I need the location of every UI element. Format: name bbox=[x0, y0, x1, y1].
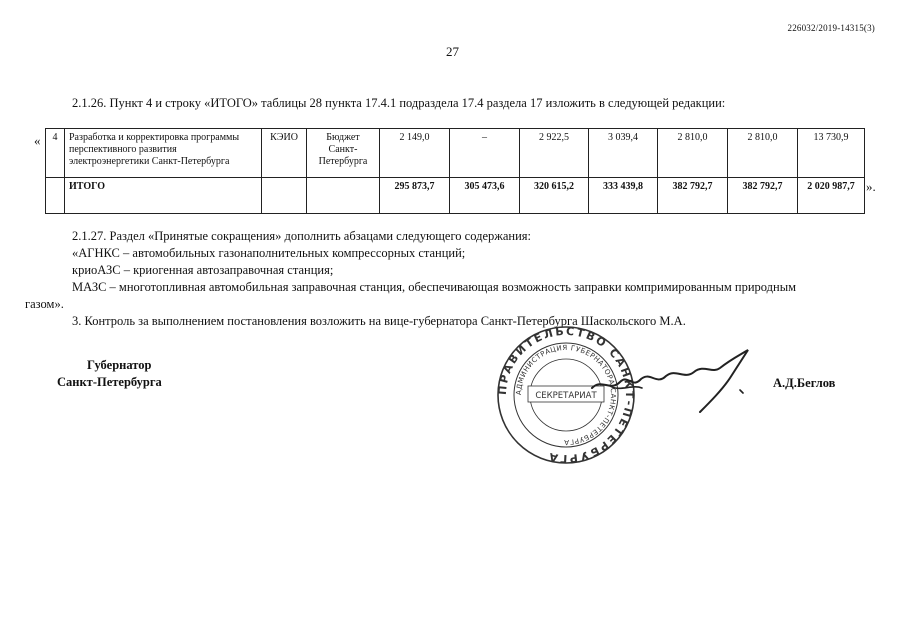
table-close-quote: ». bbox=[866, 179, 876, 194]
signatory-title-line1: Губернатор bbox=[87, 358, 152, 372]
cell-value: 305 473,6 bbox=[450, 178, 520, 214]
intro-paragraph: 2.1.26. Пункт 4 и строку «ИТОГО» таблицы 28 пункта 17.4.1 подраздела 17.4 раздела 17 изложить в следующей редакции: bbox=[72, 96, 726, 110]
cell-value: 333 439,8 bbox=[589, 178, 658, 214]
abbrev-heading: 2.1.27. Раздел «Принятые сокращения» дополнить абзацами следующего содержания: bbox=[72, 229, 532, 243]
seal-inner-text: АДМИНИСТРАЦИЯ ГУБЕРНАТОРА САНКТ-ПЕТЕРБУРГА bbox=[514, 343, 618, 447]
cell-name: Разработка и корректировка программы перспективного развития электроэнергетики Санкт-Петербурга bbox=[65, 129, 262, 178]
signatory-title-line2: Санкт-Петербурга bbox=[57, 375, 162, 389]
cell-source bbox=[307, 178, 380, 214]
cell-value: 382 792,7 bbox=[658, 178, 728, 214]
cell-value: 2 149,0 bbox=[380, 129, 450, 178]
signatory-name: А.Д.Беглов bbox=[773, 376, 836, 390]
cell-name: ИТОГО bbox=[65, 178, 262, 214]
table-row-total bbox=[46, 178, 865, 214]
cell-value: – bbox=[450, 129, 520, 178]
page-number: 27 bbox=[446, 44, 459, 59]
seal-outer-text: ПРАВИТЕЛЬСТВО САНКТ-ПЕТЕРБУРГА bbox=[496, 325, 636, 465]
cell-no bbox=[46, 178, 65, 214]
cell-value: 382 792,7 bbox=[728, 178, 798, 214]
cell-executor bbox=[262, 178, 307, 214]
cell-value: 2 810,0 bbox=[658, 129, 728, 178]
cell-value: 13 730,9 bbox=[798, 129, 865, 178]
table-row bbox=[46, 129, 865, 178]
table-28 bbox=[45, 128, 865, 214]
document-id: 226032/2019-14315(3) bbox=[787, 23, 875, 33]
abbrev-line-continued: газом». bbox=[25, 297, 64, 311]
cell-value: 2 020 987,7 bbox=[798, 178, 865, 214]
control-paragraph: 3. Контроль за выполнением постановления возложить на вице-губернатора Санкт-Петербурга Шаскольского М.А. bbox=[72, 314, 686, 328]
signatory-title bbox=[57, 357, 162, 391]
seal-center-text: СЕКРЕТАРИАТ bbox=[535, 391, 597, 401]
cell-value: 2 922,5 bbox=[520, 129, 589, 178]
cell-executor: КЭИО bbox=[262, 129, 307, 178]
handwritten-signature bbox=[580, 340, 770, 420]
table-open-quote: « bbox=[34, 133, 41, 148]
cell-source: Бюджет Санкт-Петербурга bbox=[307, 129, 380, 178]
cell-no: 4 bbox=[46, 129, 65, 178]
cell-value: 295 873,7 bbox=[380, 178, 450, 214]
abbrev-line: «АГНКС – автомобильных газонаполнительных компрессорных станций; bbox=[72, 246, 466, 260]
abbrev-line: криоАЗС – криогенная автозаправочная станция; bbox=[72, 263, 334, 277]
cell-value: 320 615,2 bbox=[520, 178, 589, 214]
cell-value: 3 039,4 bbox=[589, 129, 658, 178]
abbreviations-section bbox=[25, 228, 875, 330]
abbrev-line: МАЗС – многотопливная автомобильная заправочная станция, обеспечивающая возможность заправки компримированным природным bbox=[72, 280, 797, 294]
cell-value: 2 810,0 bbox=[728, 129, 798, 178]
